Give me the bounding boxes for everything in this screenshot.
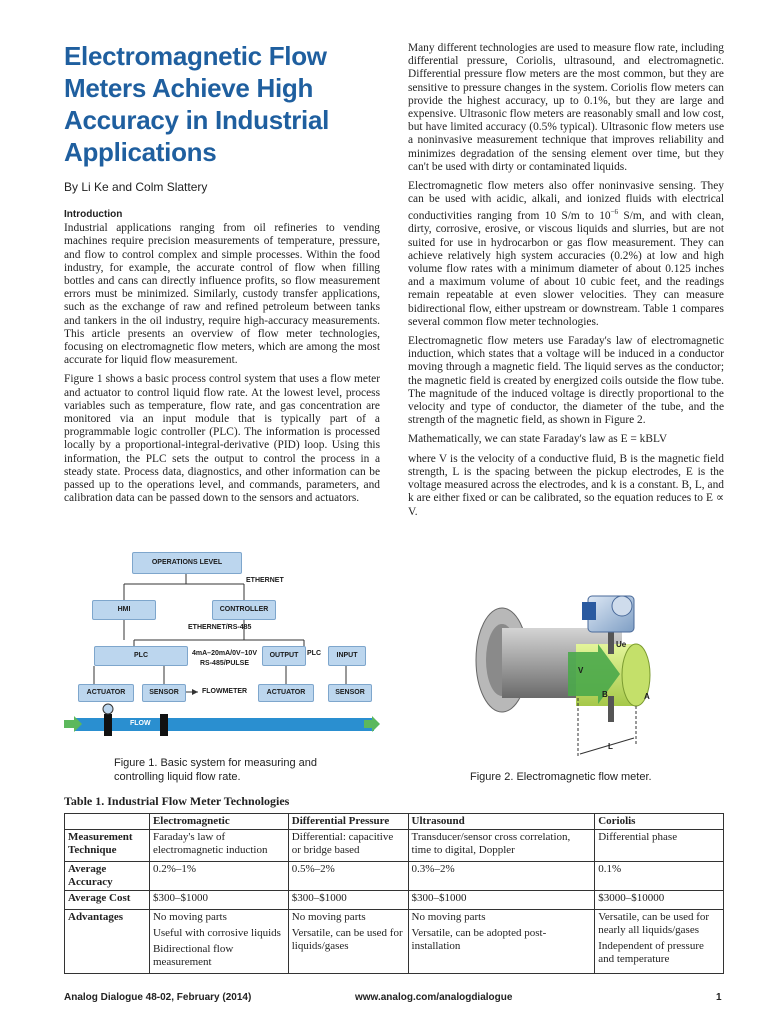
cell-text: Bidirectional flow measurement xyxy=(152,943,234,968)
table1-title: Table 1. Industrial Flow Meter Technologies xyxy=(64,794,290,808)
table-cell xyxy=(595,891,724,910)
cell-text: Transducer/sensor cross correlation, time to digital, Doppler xyxy=(411,831,571,856)
figure1-connectors xyxy=(64,546,380,742)
footer-url: www.analog.com/analogdialogue xyxy=(355,992,513,1003)
figure2-illustration xyxy=(468,578,668,764)
column-header: Coriolis xyxy=(595,814,724,830)
equation-paragraph: Mathematically, we can state Faraday's law as E = kBLV xyxy=(408,433,668,446)
cell-text: No moving parts xyxy=(291,911,366,923)
column-header: Differential Pressure xyxy=(288,814,408,830)
intro-paragraph: Industrial applications ranging from oil refineries to vending machines require precision measurements of temperature, pressure, and flow to control complex and simple processes. Within the food industry, for example, the accurate control of flow when filling bottles and cans can directly influence profits, so flow measurement errors must be minimized. Similarly, custody transfer applications, such as the exchange of raw and refined petroleum between tanks and tankers in the oil industry, require high-accuracy measurements. This article presents an overview of flow meter technologies, focusing on electromagnetic flow meters, which are among the most accurate for liquid flow measurement. xyxy=(64,222,380,367)
cell-text: Versatile, can be used for liquids/gases xyxy=(291,927,403,952)
table-cell xyxy=(595,830,724,862)
label-signal-analog: 4mA–20mA/0V–10V xyxy=(192,650,257,657)
table-cell xyxy=(408,910,595,974)
faraday-paragraph: Electromagnetic flow meters use Faraday's law of electromagnetic induction, which states that a voltage will be induced in a conductor moving through a magnetic field. The liquid serves as the conductor; the magnetic field is created by energized coils outside the flow tube. The magnitude of the induced voltage is directly proportional to the velocity and type of conductor, the diameter of the tube, and the strength of the magnetic field, as shown in Figure 2. xyxy=(408,335,724,427)
cell-text: $300–$1000 xyxy=(411,892,467,904)
row-label: Measurement Technique xyxy=(65,830,150,862)
cell-text: 0.2%–1% xyxy=(152,863,197,875)
cell-text: $300–$1000 xyxy=(152,892,208,904)
label-flowmeter: FLOWMETER xyxy=(202,688,248,695)
table-cell xyxy=(408,891,595,910)
article-title: Electromagnetic Flow Meters Achieve High Accuracy in Industrial Applications xyxy=(64,41,330,167)
cell-text: Useful with corrosive liquids xyxy=(152,927,281,939)
cell-text: Independent of pressure and temperature xyxy=(598,940,704,965)
table-cell xyxy=(288,910,408,974)
table-row xyxy=(65,862,724,891)
cell-text: Faraday's law of electromagnetic induction xyxy=(152,831,268,856)
table-cell xyxy=(149,830,288,862)
left-column xyxy=(64,208,380,511)
box-input: INPUT xyxy=(328,646,366,666)
label-a: A xyxy=(644,692,650,701)
byline: By Li Ke and Colm Slattery xyxy=(64,180,208,194)
table-cell xyxy=(288,862,408,891)
label-b: B xyxy=(602,690,608,699)
page-number: 1 xyxy=(716,992,722,1003)
table-row xyxy=(65,830,724,862)
table-cell xyxy=(595,910,724,974)
cell-text: No moving parts xyxy=(152,911,227,923)
cell-text: 0.3%–2% xyxy=(411,863,455,875)
label-signal-digital: RS-485/PULSE xyxy=(200,660,250,667)
technologies-paragraph: Many different technologies are used to measure flow rate, including differential pressure, Coriolis, ultrasound, and electromagnetic. Differential pressure flow meters are the most common, but they are sensitive to pressure changes in the system. Coriolis flow meters can provide the highest accuracy, up to 0.1%, but they are large and expensive. Ultrasonic flow meters are reasonably small and low cost, but have limited accuracy (0.5% typical). Ultrasonic flow meters use a noninvasive measurement technique that improves reliability and minimizes degradation of the sensing element over time, but they can't be used with dirty or contaminated liquids. xyxy=(408,42,724,173)
column-header xyxy=(65,814,150,830)
label-flow: FLOW xyxy=(130,720,151,727)
table-row xyxy=(65,910,724,974)
cell-text: $3000–$10000 xyxy=(598,892,665,904)
cell-text: Differential phase xyxy=(598,831,678,843)
row-label: Average Cost xyxy=(65,891,150,910)
cell-text: 0.5%–2% xyxy=(291,863,335,875)
box-output: OUTPUT xyxy=(262,646,306,666)
box-sensor-left: SENSOR xyxy=(142,684,186,702)
box-hmi: HMI xyxy=(92,600,156,620)
electromagnetic-paragraph: Electromagnetic flow meters also offer noninvasive sensing. They can be used with acidic, alkali, and ionized fluids with electrical conductivities ranging from 10 S/m to $10^{-6}$ S/m, and with clean, dirty, corrosive, erosive, or viscous liquids and slurries, but are not suited for use in hydrocarbon or gas flow measurement. They can achieve relatively high system accuracies (0.2%) at low and high volume flow rates with a minimum diameter of about 0.125 inches and a maximum volume of about 10 cubic feet, and the readings remain repeatable at even slower velocities. They can measure bidirectional flow, either upstream or downstream. Table 1 compares several common flow meter technologies. xyxy=(408,180,724,328)
figure1-diagram xyxy=(64,546,380,742)
flow-meter-illustration xyxy=(468,578,668,764)
box-actuator-right: ACTUATOR xyxy=(258,684,314,702)
cell-text: Differential: capacitive or bridge based xyxy=(291,831,394,856)
cell-text: No moving parts xyxy=(411,911,486,923)
table-cell xyxy=(408,862,595,891)
section-heading-introduction: Introduction xyxy=(64,209,123,220)
table-cell xyxy=(595,862,724,891)
cell-text: $300–$1000 xyxy=(291,892,347,904)
table-cell xyxy=(149,891,288,910)
variables-paragraph: where V is the velocity of a conductive fluid, B is the magnetic field strength, L is the spacing between the pickup electrodes, E is the voltage measured across the electrodes, and k is a constant. B, L, and k are either fixed or can be calibrated, so the equation reduces to E ∝ V. xyxy=(408,452,724,518)
table-header-row xyxy=(65,814,724,830)
cell-text: Versatile, can be used for nearly all liquids/gases xyxy=(598,911,710,936)
right-column xyxy=(408,42,724,525)
table-cell xyxy=(288,891,408,910)
figure2-caption: Figure 2. Electromagnetic flow meter. xyxy=(470,771,652,783)
figure1-description-paragraph: Figure 1 shows a basic process control system that uses a flow meter and actuator to control liquid flow rate. At the lowest level, process variables such as temperature, flow rate, and gas concentration are monitored via an input module that is typically part of a programmable logic controller (PLC). The information is processed locally by a proportional-integral-derivative (PID) loop. Using this information, the PLC sets the output to control the process in a steady state. Process data, diagnostics, and other information can be passed up to the operations level, and commands, parameters, and calibration data can be passed down to the sensors and actuators. xyxy=(64,373,380,505)
label-plc-right: PLC xyxy=(307,650,321,657)
flow-pipe xyxy=(74,718,374,731)
box-plc-left: PLC xyxy=(94,646,188,666)
box-operations-level: OPERATIONS LEVEL xyxy=(132,552,242,574)
label-ue: Ue xyxy=(616,640,627,649)
row-label: Advantages xyxy=(65,910,150,974)
flow-meter-table xyxy=(64,813,724,974)
cell-text: 0.1% xyxy=(598,863,622,875)
column-header: Electromagnetic xyxy=(149,814,288,830)
label-v: V xyxy=(578,666,584,675)
label-ethernet-rs485: ETHERNET/RS-485 xyxy=(188,624,252,631)
footer-publication: Analog Dialogue 48-02, February (2014) xyxy=(64,992,252,1003)
box-sensor-right: SENSOR xyxy=(328,684,372,702)
table-cell xyxy=(149,862,288,891)
table-cell xyxy=(288,830,408,862)
figure1-caption: Figure 1. Basic system for measuring and controlling liquid flow rate. xyxy=(114,757,317,783)
table-row xyxy=(65,891,724,910)
valve-icon xyxy=(103,704,113,714)
column-header: Ultrasound xyxy=(408,814,595,830)
label-ethernet: ETHERNET xyxy=(246,577,284,584)
row-label: Average Accuracy xyxy=(65,862,150,891)
box-controller: CONTROLLER xyxy=(212,600,276,620)
table-cell xyxy=(408,830,595,862)
table-cell xyxy=(149,910,288,974)
label-l: L xyxy=(608,742,613,751)
box-actuator-left: ACTUATOR xyxy=(78,684,134,702)
cell-text: Versatile, can be adopted post-installation xyxy=(411,927,547,952)
